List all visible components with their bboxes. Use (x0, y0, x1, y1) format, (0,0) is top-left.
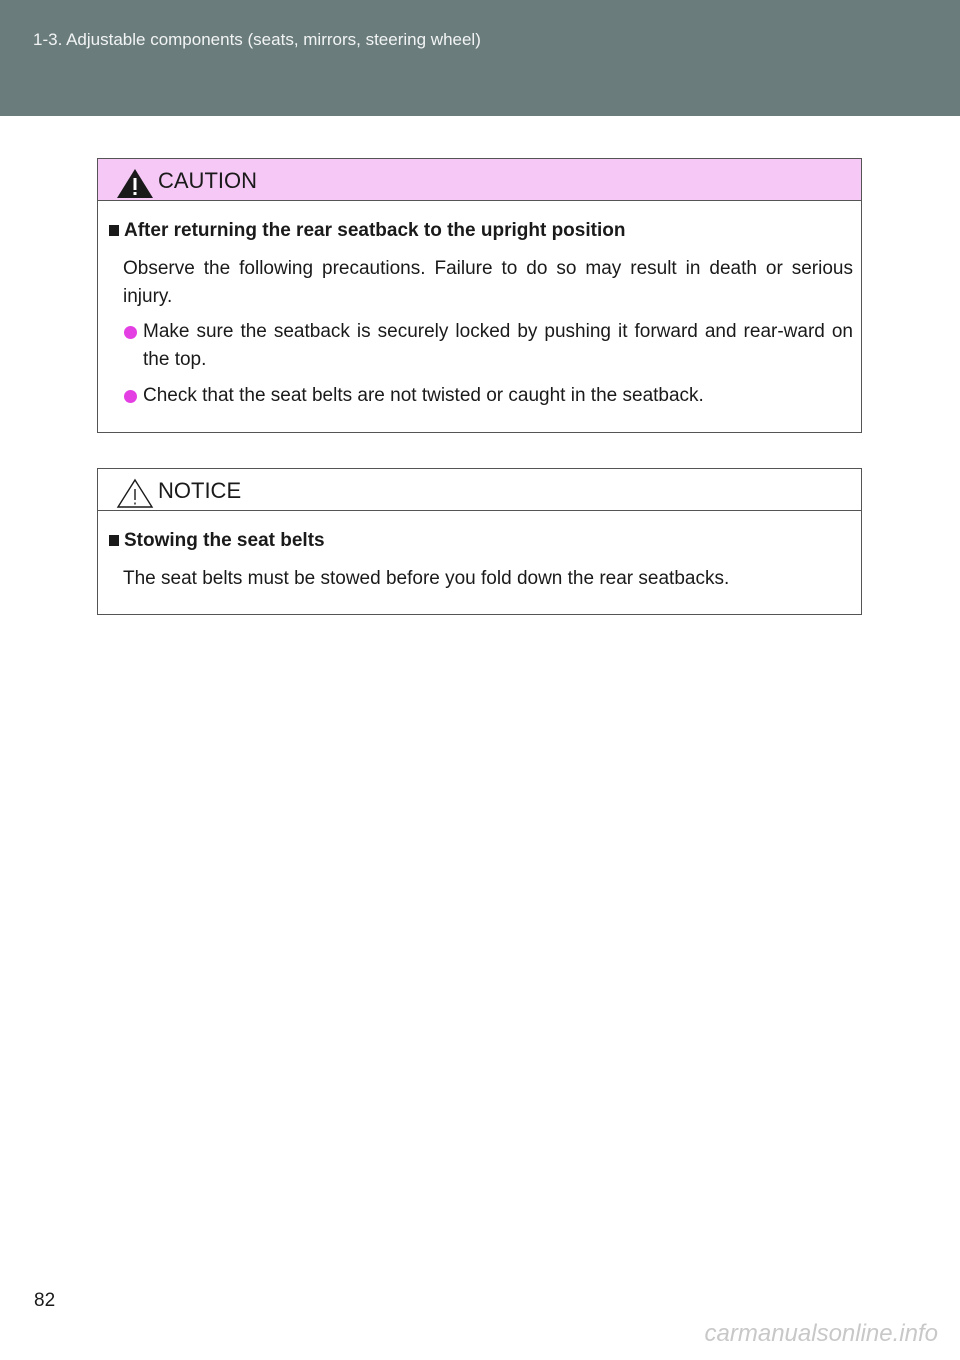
square-bullet-icon (109, 225, 119, 236)
warning-filled-icon (115, 167, 155, 199)
caution-section-title: After returning the rear seatback to the upright position (124, 220, 626, 241)
chapter-section-title: 1-3. Adjustable components (seats, mirrors, steering wheel) (33, 30, 481, 49)
round-bullet-icon (124, 326, 137, 339)
notice-section-title: Stowing the seat belts (124, 530, 325, 551)
caution-bullet-item (98, 382, 853, 410)
notice-box-body (98, 511, 861, 593)
caution-label: CAUTION (158, 168, 257, 193)
square-bullet-icon (109, 535, 119, 546)
notice-text: The seat belts must be stowed before you fold down the rear seatbacks. (123, 568, 730, 589)
caution-intro-text: Observe the following precautions. Failure to do so may result in death or serious injury. (123, 258, 853, 307)
page-number: 82 (34, 1290, 56, 1311)
notice-label: NOTICE (158, 478, 242, 503)
notice-box-header (98, 469, 861, 511)
caution-bullet-text: Check that the seat belts are not twisted or caught in the seatback. (143, 385, 704, 406)
caution-box-body (98, 201, 861, 410)
warning-outline-icon (115, 477, 155, 509)
watermark: carmanualsonline.info (704, 1320, 938, 1347)
notice-section-heading (98, 527, 853, 555)
caution-box-header (98, 159, 861, 201)
notice-box (97, 468, 862, 615)
caution-bullet-item (98, 318, 853, 374)
round-bullet-icon (124, 390, 137, 403)
chapter-header-band (0, 0, 960, 116)
caution-box (97, 158, 862, 433)
caution-bullet-text: Make sure the seatback is securely locked by pushing it forward and rear-ward on the top. (143, 321, 853, 370)
caution-section-heading (98, 217, 853, 245)
